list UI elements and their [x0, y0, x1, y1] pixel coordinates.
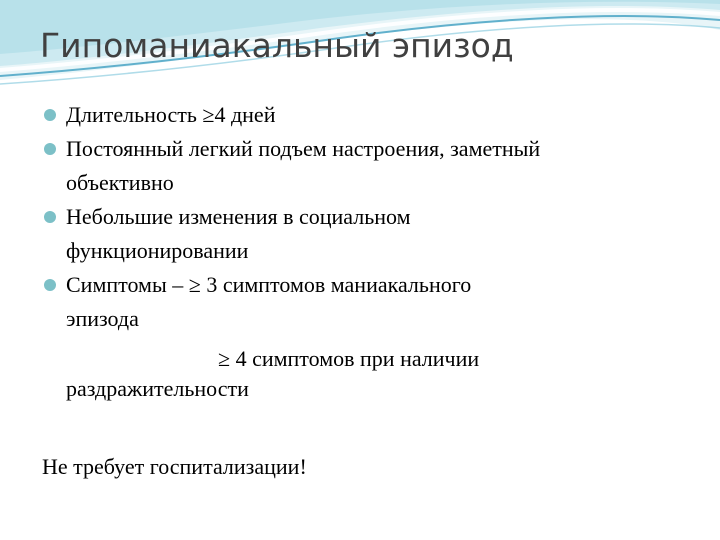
- bullet-item: [40, 132, 700, 200]
- bullet-item: [40, 268, 700, 336]
- bullet-text-continuation: эпизода: [66, 306, 139, 331]
- symptom-continuation-text: раздражительности: [66, 376, 249, 401]
- bullet-text: Небольшие изменения в социальном: [66, 204, 411, 229]
- bullet-list: [40, 98, 700, 336]
- bullet-text-continuation: функционировании: [66, 238, 249, 263]
- bullet-dot-icon: [44, 211, 56, 223]
- bullet-text: Симптомы – ≥ 3 симптомов маниакального: [66, 272, 472, 297]
- bullet-dot-icon: [44, 109, 56, 121]
- bullet-text: Длительность ≥4 дней: [66, 102, 276, 127]
- symptom-continuation-text: ≥ 4 симптомов при наличии: [218, 346, 480, 371]
- bullet-text: Постоянный легкий подъем настроения, заметный: [66, 136, 541, 161]
- bullet-item: [40, 200, 700, 268]
- slide-title: Гипоманиакальный эпизод: [40, 26, 514, 65]
- bullet-text-continuation: объективно: [66, 170, 174, 195]
- bullet-item: [40, 98, 700, 132]
- conclusion-text: Не требует госпитализации!: [42, 454, 307, 479]
- bullet-dot-icon: [44, 143, 56, 155]
- bullet-dot-icon: [44, 279, 56, 291]
